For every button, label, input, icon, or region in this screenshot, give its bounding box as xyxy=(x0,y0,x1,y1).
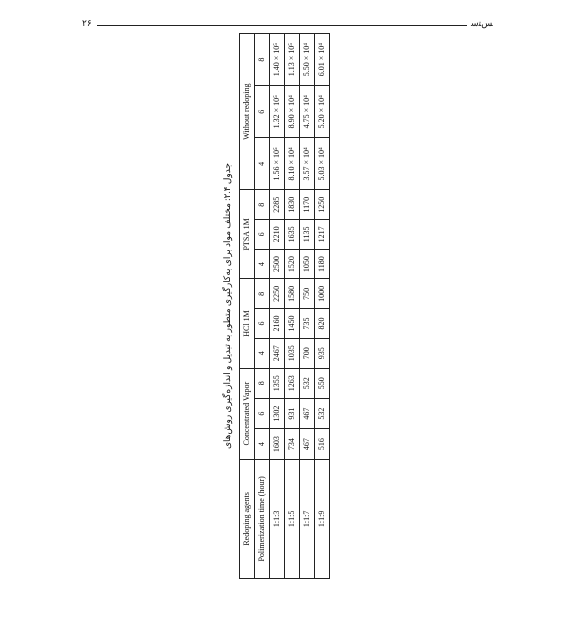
row-label: 1:1:7 xyxy=(300,459,315,578)
time-header: 8 xyxy=(255,368,270,398)
page-number: ۲۶ xyxy=(82,18,92,28)
table-cell: 820 xyxy=(315,309,330,339)
table-cell: 2285 xyxy=(270,190,285,220)
row-label-header: Redoping agents xyxy=(240,459,255,578)
header-row-times xyxy=(255,34,270,579)
table-cell: 931 xyxy=(285,398,300,428)
row-sub-header: Polimerization time (hour) xyxy=(255,459,270,578)
table-cell: 1603 xyxy=(270,429,285,459)
table-cell: 734 xyxy=(285,429,300,459)
time-header: 8 xyxy=(255,34,270,86)
table-cell: 1520 xyxy=(285,249,300,279)
table-cell: 4.75 × 10⁴ xyxy=(300,86,315,138)
table-row xyxy=(300,34,315,579)
table-cell: 1.56 × 10⁵ xyxy=(270,138,285,190)
table-cell: 5.20 × 10⁴ xyxy=(315,86,330,138)
table-row xyxy=(315,34,330,579)
time-header: 6 xyxy=(255,398,270,428)
group-header: HCl 1M xyxy=(240,279,255,368)
table-cell: 750 xyxy=(300,279,315,309)
table-cell: 1250 xyxy=(315,190,330,220)
table-cell: 2160 xyxy=(270,309,285,339)
table-cell: 5.50 × 10⁴ xyxy=(300,34,315,86)
time-header: 8 xyxy=(255,279,270,309)
time-header: 4 xyxy=(255,338,270,368)
table-cell: 3.57 × 10⁴ xyxy=(300,138,315,190)
group-header: PTSA 1M xyxy=(240,190,255,279)
group-header: Concentrated Vapor xyxy=(240,368,255,459)
header-row-groups xyxy=(240,34,255,579)
row-label: 1:1:3 xyxy=(270,459,285,578)
table-cell: 1.13 × 10⁵ xyxy=(285,34,300,86)
table-cell: 1580 xyxy=(285,279,300,309)
time-header: 4 xyxy=(255,138,270,190)
table-cell: 1302 xyxy=(270,398,285,428)
table-cell: 1.40 × 10⁵ xyxy=(270,34,285,86)
table-caption: جدول ۲.۴: مختلف مواد برای به‌کارگیری متطور به تبدیل و اندازه‌گیری روش‌های xyxy=(222,162,232,450)
table-cell: 532 xyxy=(300,368,315,398)
table-cell: 1217 xyxy=(315,220,330,250)
data-table xyxy=(239,33,330,579)
table-cell: 1180 xyxy=(315,249,330,279)
table-cell: 8.10 × 10⁴ xyxy=(285,138,300,190)
time-header: 4 xyxy=(255,429,270,459)
table-cell: 516 xyxy=(315,429,330,459)
table-cell: 1035 xyxy=(285,338,300,368)
table-cell: 2500 xyxy=(270,249,285,279)
time-header: 6 xyxy=(255,220,270,250)
row-label: 1:1:9 xyxy=(315,459,330,578)
table-cell: 1830 xyxy=(285,190,300,220)
time-header: 6 xyxy=(255,86,270,138)
table-cell: 2467 xyxy=(270,338,285,368)
table-cell: 2210 xyxy=(270,220,285,250)
table-cell: 6.01 × 10⁴ xyxy=(315,34,330,86)
table-cell: 735 xyxy=(300,309,315,339)
table-cell: 2250 xyxy=(270,279,285,309)
table-row xyxy=(285,34,300,579)
header-rule xyxy=(97,25,467,26)
rotated-table-block xyxy=(222,33,354,579)
table-cell: 1450 xyxy=(285,309,300,339)
row-label: 1:1:5 xyxy=(285,459,300,578)
running-header: ﺲﺘﺳ xyxy=(471,18,493,28)
table-cell: 8.90 × 10⁴ xyxy=(285,86,300,138)
table-cell: 467 xyxy=(300,398,315,428)
table-cell: 1.32 × 10⁵ xyxy=(270,86,285,138)
table-cell: 1000 xyxy=(315,279,330,309)
table-cell: 1355 xyxy=(270,368,285,398)
table-cell: 1170 xyxy=(300,190,315,220)
table-cell: 1635 xyxy=(285,220,300,250)
table-cell: 1050 xyxy=(300,249,315,279)
table-cell: 700 xyxy=(300,338,315,368)
table-cell: 467 xyxy=(300,429,315,459)
time-header: 8 xyxy=(255,190,270,220)
time-header: 6 xyxy=(255,309,270,339)
table-cell: 935 xyxy=(315,338,330,368)
table-cell: 532 xyxy=(315,398,330,428)
table-cell: 550 xyxy=(315,368,330,398)
table-row xyxy=(270,34,285,579)
group-header: Without redoping xyxy=(240,34,255,190)
table-cell: 1135 xyxy=(300,220,315,250)
time-header: 4 xyxy=(255,249,270,279)
table-cell: 1263 xyxy=(285,368,300,398)
table-cell: 5.03 × 10⁴ xyxy=(315,138,330,190)
